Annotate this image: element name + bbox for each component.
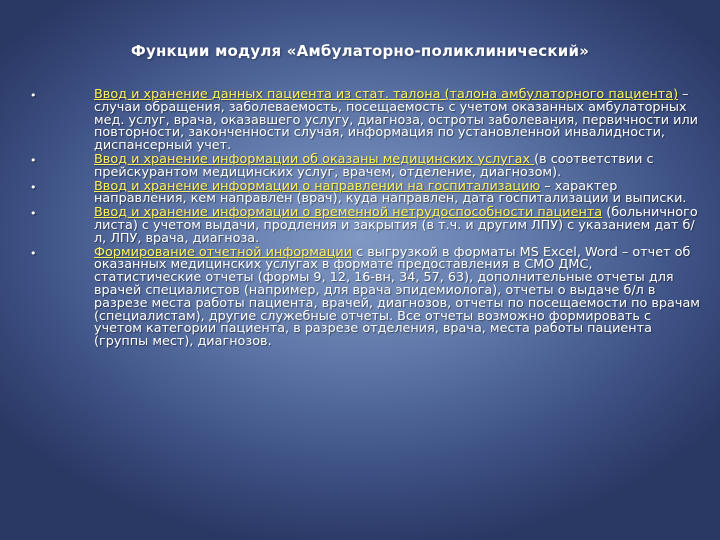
bullet-dot-icon: • <box>30 153 37 167</box>
bullet-text: с выгрузкой в форматы MS Excel, Word – отчет об оказанных медицинских услугах в формате предоставления в СМО ДМС, статистические отчеты (формы 9, 12, 16-вн, 34, 57, 63), дополнительные отчеты для врачей специалистов (например, для врача эпидемиолога), отчеты о выдаче б/л в разрезе места работы пациента, врачей, диагнозов, отчеты по посещаемости по врачам (специалистам), другие служебные отчеты. Все отчеты возможно формировать с учетом категории пациента, в разрезе отделения, врача, места работы пациента (группы мест), диагнозов. <box>94 244 700 350</box>
bullet-dot-icon: • <box>30 207 37 221</box>
bullet-text: (больничного листа) с учетом выдачи, продления и закрытия (в т.ч. и другим ЛПУ) с указанием дат б/л, ЛПУ, врача, диагноза. <box>94 205 698 246</box>
bullet-item-medical-services <box>28 151 700 180</box>
bullet-heading: Ввод и хранение информации о временной нетрудоспособности пациента <box>94 205 603 221</box>
bullet-item-patient-data <box>28 89 700 153</box>
bullet-dot-icon: • <box>30 89 37 102</box>
bullet-text: – характер направления, кем направлен (врач), куда направлен, дата госпитализации и выписки. <box>94 178 687 207</box>
bullet-list <box>28 89 700 350</box>
bullet-dot-icon: • <box>30 246 37 260</box>
bullet-heading: Ввод и хранение информации об оказаны медицинских услугах <box>94 151 535 167</box>
bullet-item-reports <box>28 244 700 350</box>
bullet-text: – случаи обращения, заболеваемость, посещаемость с учетом оказанных амбулаторных мед. услуг, врача, оказавшего услугу, диагноза, остроты заболевания, первичности или повторности, законченности случая, информация по установленной инвалидности, диспансерный учет. <box>94 87 698 154</box>
bullet-item-hospitalization <box>28 178 700 207</box>
bullet-heading: Ввод и хранение данных пациента из стат. талона (талона амбулаторного пациента) <box>94 87 679 102</box>
bullet-heading: Ввод и хранение информации о направлении на госпитализацию <box>94 178 541 194</box>
bullet-dot-icon: • <box>30 180 37 194</box>
bullet-heading: Формирование отчетной информации <box>94 244 353 260</box>
bullet-item-sick-leave <box>28 207 700 245</box>
bullet-text: (в соответствии с прейскурантом медицинских услуг, врачем, отделение, диагнозом). <box>94 151 654 180</box>
slide-title: Функции модуля «Амбулаторно-поликлинический» <box>130 42 590 60</box>
